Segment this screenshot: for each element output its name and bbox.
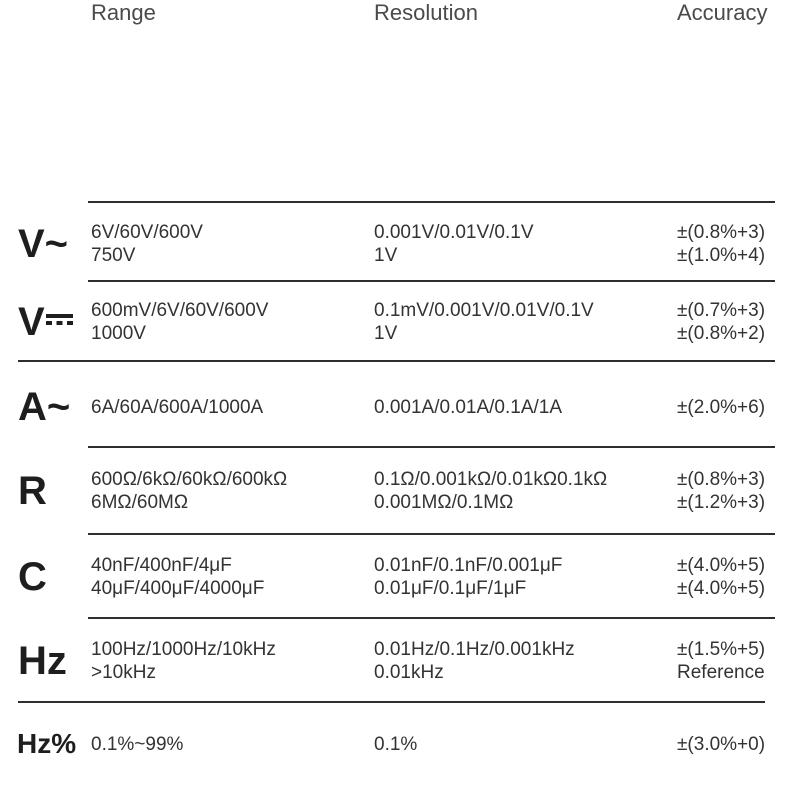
resolution-value: 1V xyxy=(374,323,398,344)
resolution-cell xyxy=(374,372,562,442)
range-value: 6A/60A/600A/1000A xyxy=(91,396,264,418)
resolution-value: 0.1Ω/0.001kΩ/0.01kΩ0.1kΩ xyxy=(374,469,608,490)
spec-row-capacitance xyxy=(0,542,812,612)
range-value: 6MΩ/60MΩ xyxy=(91,492,189,513)
resolution-value: 0.001V/0.01V/0.1V xyxy=(374,222,534,243)
range-value: 40μF/400μF/4000μF xyxy=(91,578,265,599)
range-value: 600mV/6V/60V/600V xyxy=(91,300,269,321)
resolution-value: 0.01Hz/0.1Hz/0.001kHz xyxy=(374,639,575,660)
range-cell xyxy=(91,287,268,357)
range-value: 6V/60V/600V xyxy=(91,222,203,243)
range-cell xyxy=(91,456,287,526)
symbol-dc-voltage-letter: V xyxy=(18,300,45,344)
accuracy-cell xyxy=(677,372,765,442)
accuracy-cell xyxy=(677,456,765,526)
row-divider xyxy=(88,201,775,203)
resolution-value: 1V xyxy=(374,245,398,266)
spec-row-resistance xyxy=(0,456,812,526)
accuracy-value: ±(4.0%+5) xyxy=(677,578,766,599)
symbol-frequency: Hz xyxy=(18,639,67,683)
accuracy-cell xyxy=(677,209,765,279)
range-value: 750V xyxy=(91,245,136,266)
resolution-value: 0.01μF/0.1μF/1μF xyxy=(374,578,527,599)
resolution-value: 0.1mV/0.001V/0.01V/0.1V xyxy=(374,300,594,321)
accuracy-value: ±(4.0%+5) xyxy=(677,555,766,576)
range-value: 40nF/400nF/4μF xyxy=(91,555,232,576)
accuracy-value: ±(0.8%+3) xyxy=(677,222,766,243)
symbol-dc-voltage xyxy=(18,287,73,357)
resolution-cell xyxy=(374,456,607,526)
range-value: >10kHz xyxy=(91,662,156,683)
range-value: 600Ω/6kΩ/60kΩ/600kΩ xyxy=(91,469,288,490)
accuracy-value: ±(1.0%+4) xyxy=(677,245,766,266)
range-cell xyxy=(91,209,203,279)
symbol-ac-current: A~ xyxy=(18,385,71,429)
spec-row-dc-voltage xyxy=(0,287,812,357)
accuracy-cell xyxy=(677,709,765,779)
resolution-value: 0.01nF/0.1nF/0.001μF xyxy=(374,555,563,576)
header-range: Range xyxy=(91,0,156,25)
symbol-resistance: R xyxy=(18,469,47,513)
range-cell xyxy=(91,709,183,779)
range-cell xyxy=(91,372,263,442)
row-divider xyxy=(18,360,775,362)
range-cell xyxy=(91,626,276,696)
spec-row-duty-cycle xyxy=(0,709,812,779)
resolution-value: 0.001MΩ/0.1MΩ xyxy=(374,492,514,513)
accuracy-value: ±(1.5%+5) xyxy=(677,639,766,660)
accuracy-value: Reference xyxy=(677,662,765,683)
accuracy-value: ±(0.8%+2) xyxy=(677,323,766,344)
symbol-ac-voltage: V~ xyxy=(18,222,69,266)
accuracy-value: ±(0.8%+3) xyxy=(677,469,766,490)
range-value: 0.1%~99% xyxy=(91,733,184,755)
resolution-cell xyxy=(374,209,534,279)
dc-symbol-icon xyxy=(46,314,73,326)
header-resolution: Resolution xyxy=(374,0,478,25)
spec-row-ac-current xyxy=(0,372,812,442)
accuracy-value: ±(1.2%+3) xyxy=(677,492,766,513)
accuracy-value: ±(2.0%+6) xyxy=(677,396,766,418)
resolution-value: 0.01kHz xyxy=(374,662,444,683)
resolution-value: 0.1% xyxy=(374,733,418,755)
resolution-value: 0.001A/0.01A/0.1A/1A xyxy=(374,396,563,418)
range-value: 1000V xyxy=(91,323,146,344)
row-divider xyxy=(18,701,765,703)
accuracy-cell xyxy=(677,287,765,357)
range-value: 100Hz/1000Hz/10kHz xyxy=(91,639,276,660)
resolution-cell xyxy=(374,709,417,779)
accuracy-cell xyxy=(677,542,765,612)
row-divider xyxy=(88,533,775,535)
accuracy-value: ±(0.7%+3) xyxy=(677,300,766,321)
resolution-cell xyxy=(374,287,594,357)
spec-row-frequency xyxy=(0,626,812,696)
resolution-cell xyxy=(374,542,562,612)
accuracy-value: ±(3.0%+0) xyxy=(677,733,766,755)
symbol-duty-cycle: Hz% xyxy=(17,728,77,759)
row-divider xyxy=(88,280,775,282)
row-divider xyxy=(88,446,775,448)
range-cell xyxy=(91,542,264,612)
accuracy-cell xyxy=(677,626,765,696)
symbol-capacitance: C xyxy=(18,555,47,599)
resolution-cell xyxy=(374,626,575,696)
spec-row-ac-voltage xyxy=(0,209,812,279)
row-divider xyxy=(88,617,775,619)
header-accuracy: Accuracy xyxy=(677,0,768,25)
